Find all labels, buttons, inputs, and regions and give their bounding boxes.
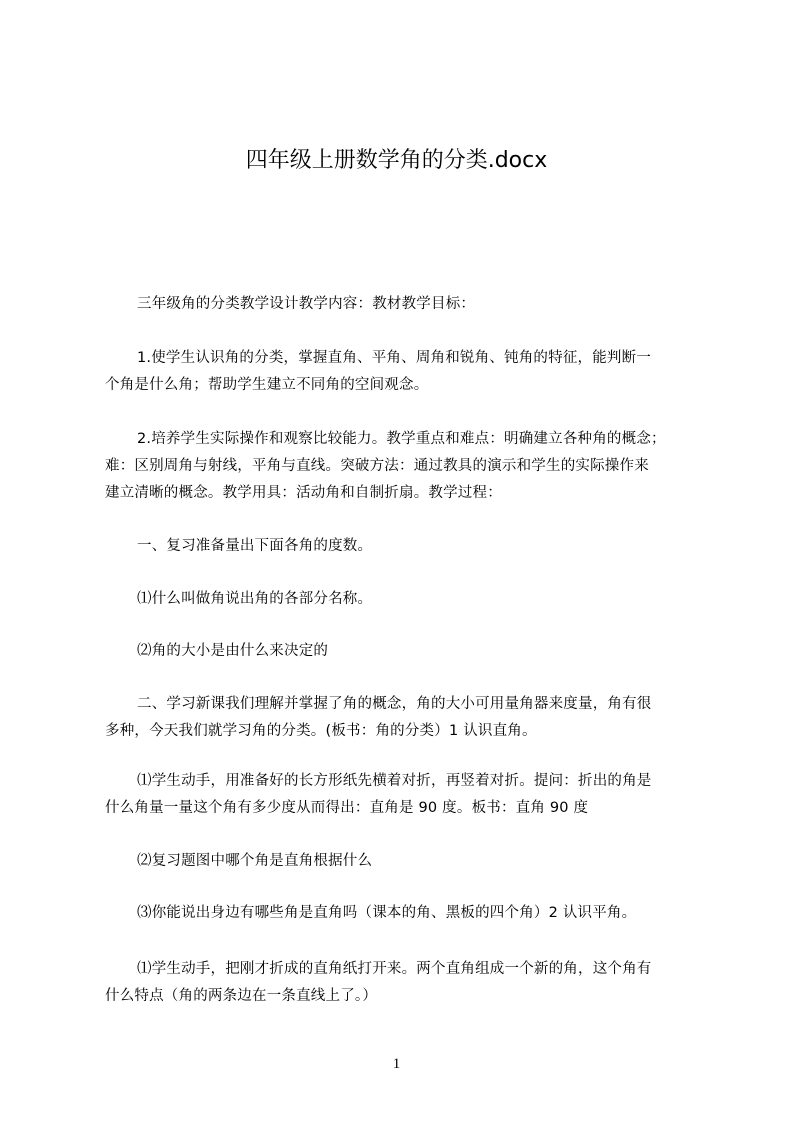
paragraph-line: 2.培养学生实际操作和观察比较能力。教学重点和难点：明确建立各种角的概念； (137, 431, 666, 447)
paragraph-line: ⑵复习题图中哪个角是直角根据什么 (137, 853, 373, 869)
paragraph-line: 难：区别周角与射线，平角与直线。突破方法：通过教具的演示和学生的实际操作来 (105, 458, 649, 474)
paragraph-line: 多种，今天我们就学习角的分类。(板书：角的分类）1 认识直角。 (105, 723, 537, 739)
paragraph-line: ⑵角的大小是由什么来决定的 (137, 643, 329, 659)
paragraph-line: 三年级角的分类教学设计教学内容：教材教学目标： (137, 296, 476, 312)
paragraph-line: 什么角量一量这个角有多少度从而得出：直角是 90 度。板书：直角 90 度 (105, 800, 589, 816)
paragraph-line: 个角是什么角；帮助学生建立不同角的空间观念。 (105, 377, 429, 393)
page-number: 1 (392, 1056, 401, 1072)
paragraph-line: 建立清晰的概念。教学用具：活动角和自制折扇。教学过程： (105, 485, 502, 501)
paragraph-line: 什么特点（角的两条边在一条直线上了。） (105, 988, 378, 1004)
paragraph-line: ⑶你能说出身边有哪些角是直角吗（课本的角、黑板的四个角）2 认识平角。 (137, 905, 637, 921)
paragraph-line: 一、复习准备量出下面各角的度数。 (137, 538, 373, 554)
paragraph-line: ⑴学生动手，把刚才折成的直角纸打开来。两个直角组成一个新的角，这个角有 (137, 961, 652, 977)
paragraph-line: 二、学习新课我们理解并掌握了角的概念，角的大小可用量角器来度量，角有很 (137, 696, 652, 712)
paragraph-line: 1.使学生认识角的分类，掌握直角、平角、周角和锐角、钝角的特征，能判断一 (137, 350, 652, 366)
paragraph-line: ⑴学生动手，用准备好的长方形纸先横着对折，再竖着对折。提问：折出的角是 (137, 773, 652, 789)
document-title: 四年级上册数学角的分类.docx (245, 148, 548, 173)
paragraph-line: ⑴什么叫做角说出角的各部分名称。 (137, 591, 373, 607)
